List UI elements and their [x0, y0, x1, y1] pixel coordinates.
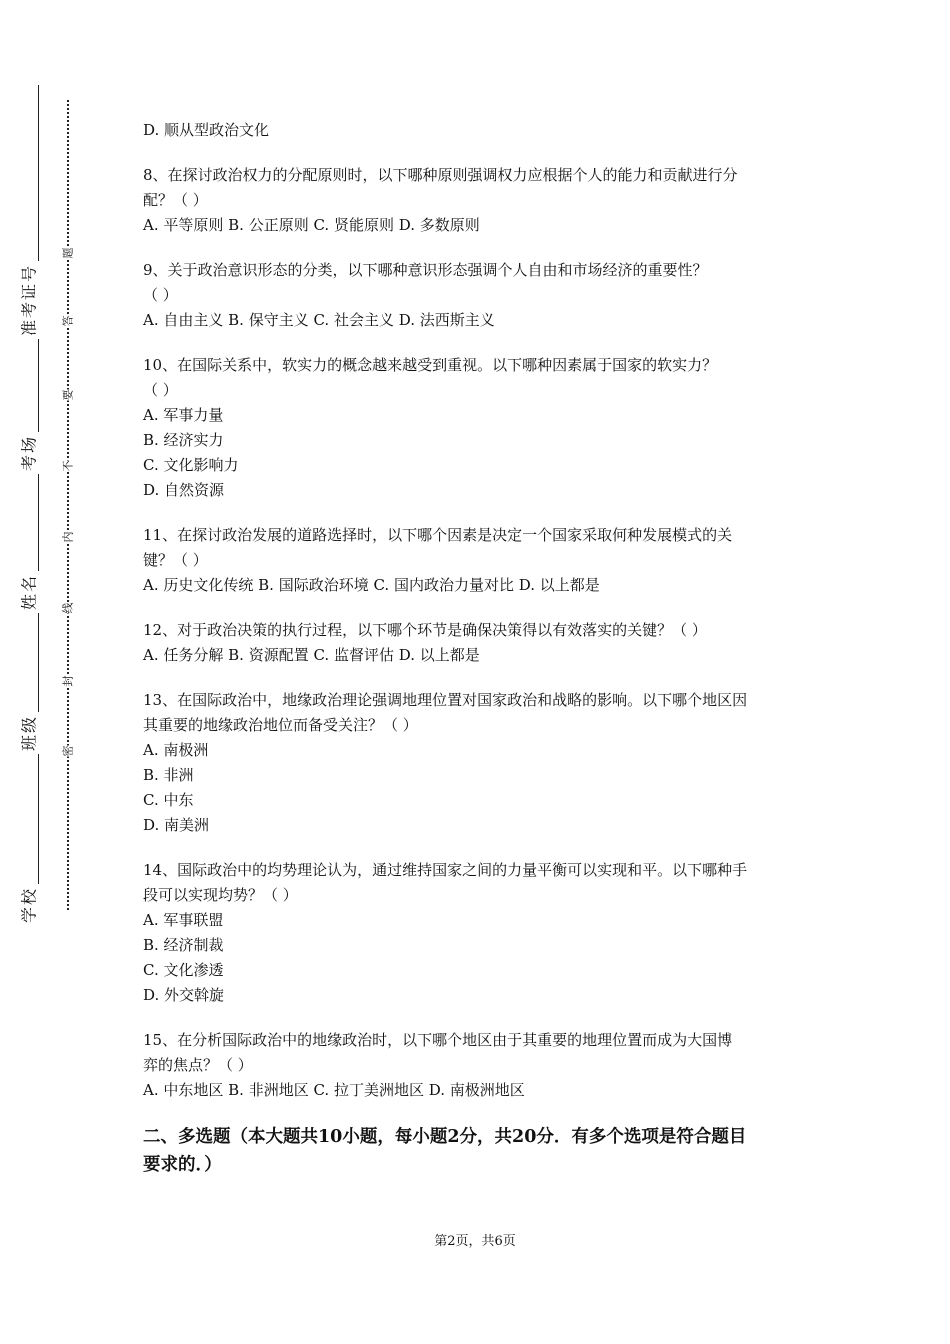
option-c: C. 中东: [143, 791, 194, 809]
seal-char-yao: 要: [61, 389, 75, 401]
option-line: A. 历史文化传统 B. 国际政治环境 C. 国内政治力量对比 D. 以上都是: [143, 576, 600, 594]
option-c: C. 文化渗透: [143, 961, 224, 979]
question-stem: 弈的焦点？（ ）: [143, 1056, 253, 1074]
question-stem: 键？（ ）: [143, 551, 208, 569]
question-stem: 8、在探讨政治权力的分配原则时，以下哪种原则强调权力应根据个人的能力和贡献进行分: [143, 166, 738, 184]
option-a: A. 军事力量: [143, 406, 224, 424]
option-line: A. 自由主义 B. 保守主义 C. 社会主义 D. 法西斯主义: [143, 311, 495, 329]
school-label: 学校: [17, 884, 40, 926]
option-d: D. 南美洲: [143, 816, 210, 834]
question-8: [143, 163, 813, 238]
question-stem: 10、在国际关系中，软实力的概念越来越受到重视。以下哪种因素属于国家的软实力？: [143, 356, 718, 374]
question-stem: 14、国际政治中的均势理论认为，通过维持国家之间的力量平衡可以实现和平。以下哪种手: [143, 861, 748, 879]
option-line: D. 顺从型政治文化: [143, 121, 270, 139]
section-heading-line: 二、多选题（本大题共10小题，每小题2分，共20分．有多个选项是符合题目: [143, 1127, 747, 1147]
question-15: [143, 1028, 813, 1103]
question-stem: 9、关于政治意识形态的分类，以下哪种意识形态强调个人自由和市场经济的重要性？: [143, 261, 708, 279]
option-a: A. 南极洲: [143, 741, 209, 759]
section-heading-multiple-choice: [143, 1123, 813, 1179]
answer-bracket: （ ）: [143, 381, 178, 399]
question-stem: 段可以实现均势？（ ）: [143, 886, 298, 904]
question-stem: 11、在探讨政治发展的道路选择时，以下哪个因素是决定一个国家采取何种发展模式的关: [143, 526, 733, 544]
page-number: 第2页，共6页: [434, 1234, 516, 1249]
seal-char-nei: 内: [61, 531, 75, 543]
class-label: 班级: [17, 712, 40, 754]
question-13: [143, 688, 813, 838]
option-c: C. 文化影响力: [143, 456, 239, 474]
option-line: A. 平等原则 B. 公正原则 C. 贤能原则 D. 多数原则: [143, 216, 480, 234]
question-7-tail: [143, 118, 813, 143]
question-stem: 其重要的地缘政治地位而备受关注？（ ）: [143, 716, 418, 734]
seal-char-feng: 封: [61, 675, 75, 687]
question-12: [143, 618, 813, 668]
option-b: B. 非洲: [143, 766, 194, 784]
question-14: [143, 858, 813, 1008]
seal-char-ti: 题: [61, 247, 75, 259]
option-d: D. 自然资源: [143, 481, 225, 499]
seal-char-mi: 密: [61, 745, 75, 757]
name-label: 姓名: [17, 571, 40, 613]
question-stem: 15、在分析国际政治中的地缘政治时，以下哪个地区由于其重要的地理位置而成为大国博: [143, 1031, 733, 1049]
option-line: A. 中东地区 B. 非洲地区 C. 拉丁美洲地区 D. 南极洲地区: [143, 1081, 525, 1099]
answer-bracket: （ ）: [143, 286, 178, 304]
question-stem: 配？（ ）: [143, 191, 208, 209]
binding-solid-line: [38, 85, 39, 925]
seal-char-xian: 线: [61, 602, 75, 614]
exam-content: [143, 118, 813, 1179]
question-10: [143, 353, 813, 503]
option-line: A. 任务分解 B. 资源配置 C. 监督评估 D. 以上都是: [143, 646, 480, 664]
question-stem: 13、在国际政治中，地缘政治理论强调地理位置对国家政治和战略的影响。以下哪个地区因: [143, 691, 748, 709]
question-9: [143, 258, 813, 333]
seal-char-bu: 不: [61, 460, 75, 472]
exam-number-label: 准考证号: [17, 261, 40, 339]
seal-char-da: 答: [61, 315, 75, 327]
section-heading-line: 要求的．）: [143, 1155, 222, 1175]
question-11: [143, 523, 813, 598]
binding-dotted-line: [67, 100, 69, 910]
option-d: D. 外交斡旋: [143, 986, 225, 1004]
option-b: B. 经济实力: [143, 431, 224, 449]
option-b: B. 经济制裁: [143, 936, 224, 954]
option-a: A. 军事联盟: [143, 911, 224, 929]
question-stem: 12、对于政治决策的执行过程，以下哪个环节是确保决策得以有效落实的关键？（ ）: [143, 621, 707, 639]
exam-room-label: 考场: [17, 432, 40, 474]
